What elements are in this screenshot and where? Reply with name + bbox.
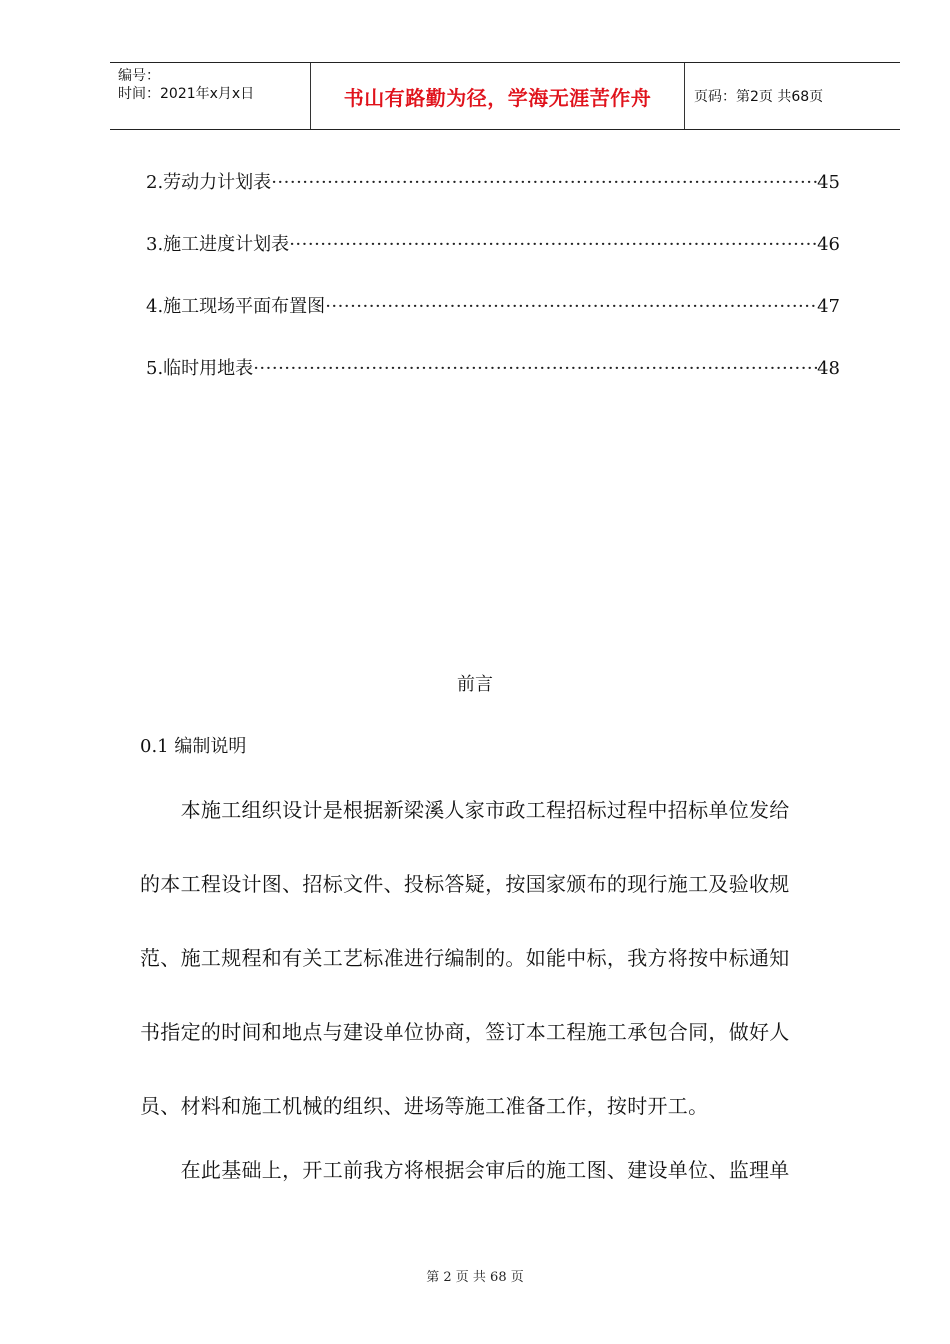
header-page-info: 页码：第2页 共68页 [694, 89, 824, 105]
toc-entry-page: 46 [817, 234, 840, 255]
toc-entry[interactable] [146, 168, 840, 194]
page-footer: 第 2 页 共 68 页 [426, 1270, 524, 1285]
toc-entry[interactable] [146, 354, 840, 380]
header-divider [684, 63, 685, 129]
toc-leader-dots [271, 172, 817, 193]
toc-leader-dots [253, 358, 817, 379]
toc-entry-page: 45 [817, 172, 840, 193]
paragraph-line: 范、施工规程和有关工艺标准进行编制的。如能中标，我方将按中标通知 [140, 946, 790, 970]
toc-leader-dots [289, 234, 817, 255]
section-heading: 0.1 编制说明 [140, 736, 247, 757]
paragraph-line: 员、材料和施工机械的组织、进场等施工准备工作，按时开工。 [140, 1094, 709, 1118]
toc-entry-label: 3.施工进度计划表 [146, 234, 290, 255]
toc-entry-page: 48 [817, 358, 840, 379]
document-time: 时间：2021年x月x日 [118, 86, 255, 102]
paragraph-line: 的本工程设计图、招标文件、投标答疑，按国家颁布的现行施工及验收规 [140, 872, 790, 896]
preface-title: 前言 [457, 674, 493, 695]
header-meta [118, 67, 310, 103]
header-motto: 书山有路勤为径，学海无涯苦作舟 [343, 85, 652, 110]
paragraph-line: 在此基础上，开工前我方将根据会审后的施工图、建设单位、监理单 [140, 1158, 790, 1182]
toc-entry-page: 47 [817, 296, 840, 317]
toc-entry-label: 5.临时用地表 [146, 358, 254, 379]
toc-entry-label: 2.劳动力计划表 [146, 172, 272, 193]
toc-entry[interactable] [146, 292, 840, 318]
toc-entry-label: 4.施工现场平面布置图 [146, 296, 326, 317]
toc-entry[interactable] [146, 230, 840, 256]
toc-leader-dots [325, 296, 817, 317]
paragraph-line: 本施工组织设计是根据新梁溪人家市政工程招标过程中招标单位发给 [140, 798, 790, 822]
document-number-label: 编号： [118, 68, 160, 84]
paragraph-line: 书指定的时间和地点与建设单位协商，签订本工程施工承包合同，做好人 [140, 1020, 790, 1044]
page-header [110, 62, 900, 130]
